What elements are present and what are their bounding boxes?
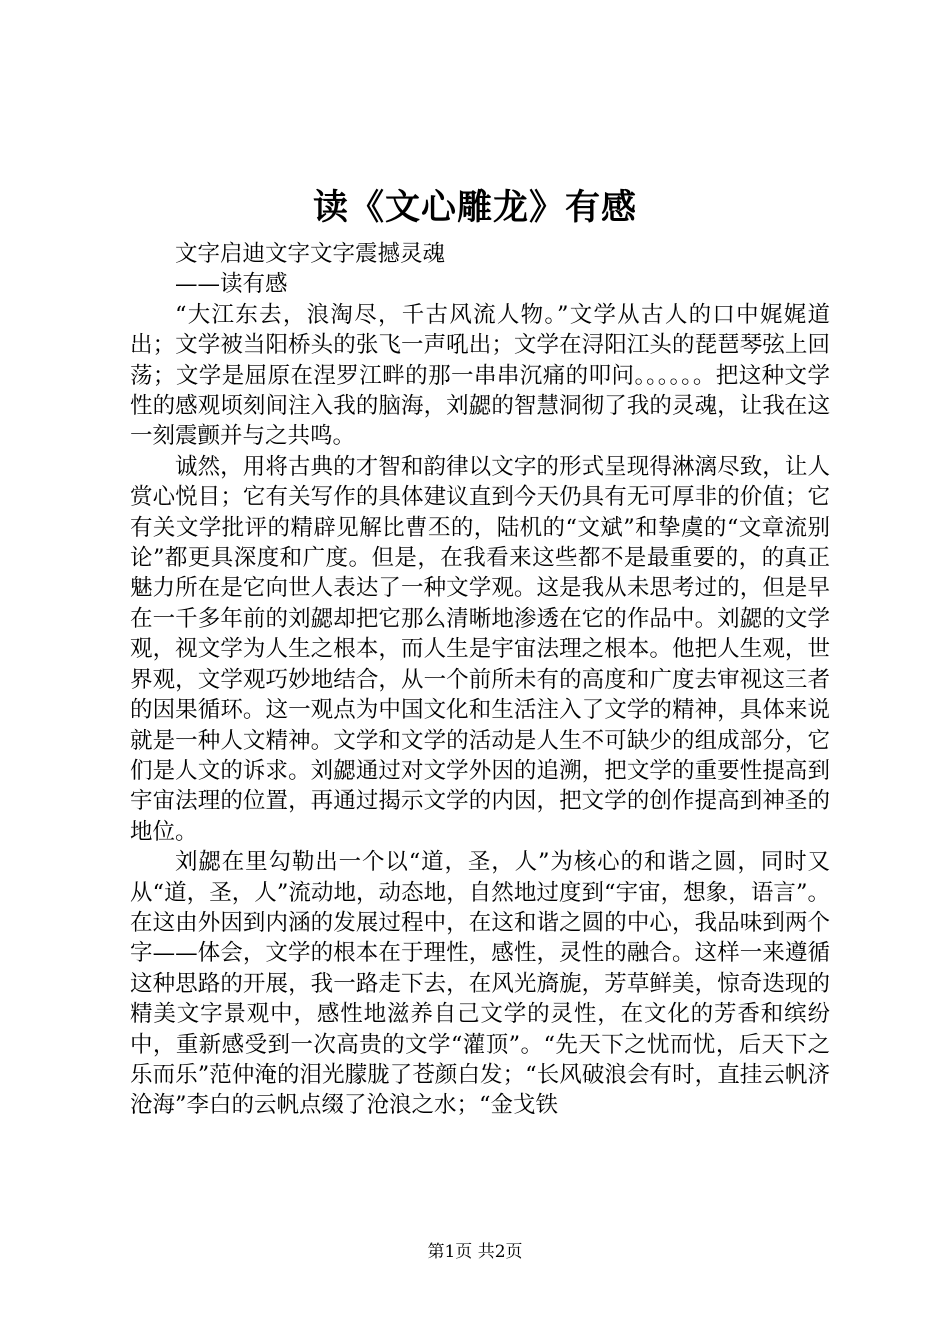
body-paragraph-2: 诚然，用将古典的才智和韵律以文字的形式呈现得淋漓尽致，让人赏心悦目；它有关写作的具体建议直到今天仍具有无可厚非的价值；它有关文学批评的精辟见解比曹丕的，陆机的“文斌”和挚虞的“文章流别论”都更具深度和广度。但是，在我看来这些都不是最重要的，的真正魅力所在是它向世人表达了一种文学观。这是我从未思考过的，但是早在一千多年前的刘勰却把它那么清晰地渗透在它的作品中。刘勰的文学观，视文学为人生之根本，而人生是宇宙法理之根本。他把人生观，世界观，文学观巧妙地结合，从一个前所未有的高度和广度去审视这三者的因果循环。这一观点为中国文化和生活注入了文学的精神，具体来说就是一种人文精神。文学和文学的活动是人生不可缺少的组成部分，它们是人文的诉求。刘勰通过对文学外因的追溯，把文学的重要性提高到宇宙法理的位置，再通过揭示文学的内因，把文学的创作提高到神圣的地位。 [130, 453, 830, 845]
body-paragraph-1: “大江东去，浪淘尽，千古风流人物。”文学从古人的口中娓娓道出；文学被当阳桥头的张飞一声吼出；文学在浔阳江头的琵琶琴弦上回荡；文学是屈原在涅罗江畔的那一串串沉痛的叩问。。。。。。把这种文学性的感观顷刻间注入我的脑海，刘勰的智慧洞彻了我的灵魂，让我在这一刻震颤并与之共鸣。 [130, 301, 830, 450]
subtitle-line: 文字启迪文字文字震撼灵魂 [175, 241, 446, 267]
body-paragraph-3: 刘勰在里勾勒出一个以“道，圣，人”为核心的和谐之圆，同时又从“道，圣，人”流动地，动态地，自然地过度到“宇宙，想象，语言”。在这由外因到内涵的发展过程中，在这和谐之圆的中心，我品味到两个字——体会，文学的根本在于理性，感性，灵性的融合。这样一来遵循这种思路的开展，我一路走下去，在风光旖旎，芳草鲜美，惊奇迭现的精美文字景观中，感性地滋养自己文学的灵性，在文化的芳香和缤纷中，重新感受到一次高贵的文学“灌顶”。“先天下之忧而忧，后天下之乐而乐”范仲淹的泪光朦胧了苍颜白发；“长风破浪会有时，直挂云帆济沧海”李白的云帆点缀了沧浪之水；“金戈铁 [130, 849, 830, 1119]
document-title: 读《文心雕龙》有感 [312, 187, 637, 228]
page-footer: 第1页 共2页 [427, 1242, 523, 1262]
document-body [130, 239, 830, 1121]
byline: ——读有感 [175, 271, 288, 298]
